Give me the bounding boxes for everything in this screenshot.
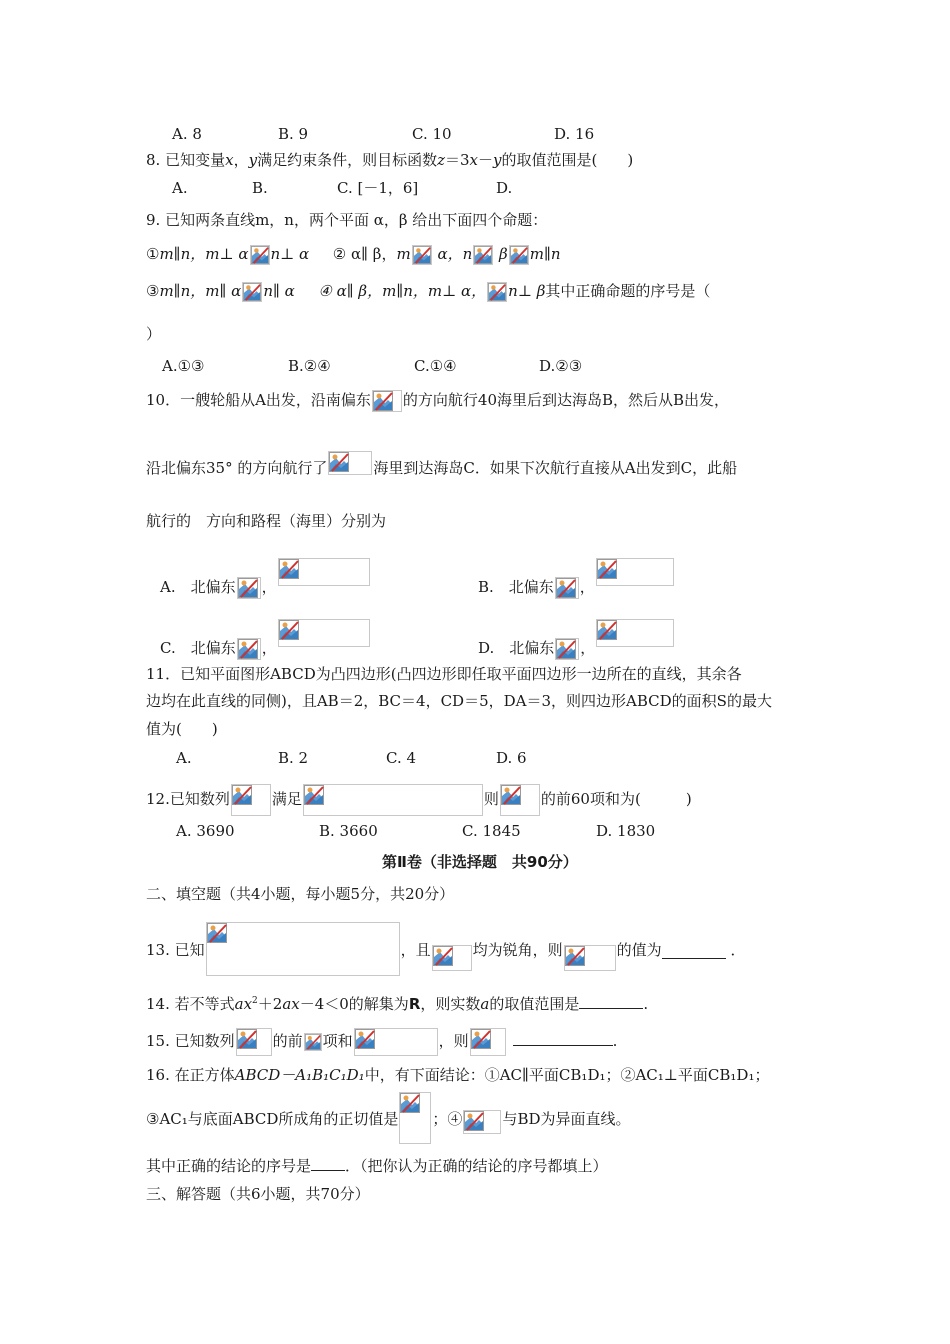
broken-image-icon xyxy=(500,784,540,816)
q16-line-2: ③AC₁与底面ABCD所成角的正切值是 ；④ 与BD为异面直线。 xyxy=(146,1092,631,1160)
q9-stem: 9. 已知两条直线m，n，两个平面 α，β 给出下面四个命题： xyxy=(146,211,548,229)
q16-line-3: 其中正确的结论的序号是 ．（把你认为正确的结论的序号都填上） xyxy=(146,1157,608,1175)
q9-option-a: A.①③ xyxy=(162,357,205,375)
q11-option-b: B. 2 xyxy=(278,749,309,767)
q7-option-c: C. 10 xyxy=(412,125,452,143)
broken-image-icon xyxy=(470,1028,506,1056)
broken-image-icon xyxy=(278,558,370,586)
q8-option-b: B. xyxy=(252,179,268,197)
q12-option-a: A. 3690 xyxy=(176,822,235,840)
q10-line-2: 沿北偏东35° 的方向航行了 海里到达海岛C．如果下次航行直接从A出发到C，此船 xyxy=(146,451,737,478)
broken-image-icon xyxy=(372,390,402,412)
broken-image-icon xyxy=(206,922,400,976)
broken-image-icon xyxy=(432,945,472,971)
q12-option-b: B. 3660 xyxy=(319,822,378,840)
q8-option-d: D. xyxy=(496,179,513,197)
broken-image-icon xyxy=(328,451,372,475)
q7-option-b: B. 9 xyxy=(278,125,309,143)
broken-image-icon xyxy=(354,1028,438,1056)
section-3-title: 三、解答题（共6小题，共70分） xyxy=(146,1185,370,1203)
broken-image-icon xyxy=(509,245,529,265)
q16-line-1: 16. 在正方体ABCD－A₁B₁C₁D₁中，有下面结论：①AC∥平面CB₁D₁；②AC₁⊥平面CB₁D₁； xyxy=(146,1066,770,1084)
q9-option-b: B.②④ xyxy=(288,357,331,375)
q14-answer-blank[interactable] xyxy=(579,1008,643,1009)
q14-stem: 14. 若不等式$ax^2+2ax-4<0$的解集为R，则实数a的取值范围是 . xyxy=(146,995,649,1013)
q11-line-3: 值为( ) xyxy=(146,720,218,738)
q9-option-c: C.①④ xyxy=(414,357,457,375)
q15-stem: 15. 已知数列 的前 项和 ，则 . xyxy=(146,1028,617,1056)
broken-image-icon xyxy=(304,1033,322,1051)
broken-image-icon xyxy=(237,577,261,599)
q9-option-d: D.②③ xyxy=(539,357,583,375)
q16-answer-blank[interactable] xyxy=(311,1170,345,1171)
broken-image-icon xyxy=(242,282,262,302)
q9-close-paren: ） xyxy=(146,325,162,343)
broken-image-icon xyxy=(596,558,674,586)
fill-in-heading: 二、填空题（共4小题，每小题5分，共20分） xyxy=(146,885,455,903)
broken-image-icon xyxy=(303,784,483,816)
broken-image-icon xyxy=(278,619,370,647)
q11-option-a: A. xyxy=(176,749,192,767)
q10-option-a: A. 北偏东 ， xyxy=(160,558,371,599)
q12-stem: 12.已知数列 满足 则 的前60项和为( ) xyxy=(146,784,692,816)
q11-option-d: D. 6 xyxy=(496,749,527,767)
q9-statements-1-2: ①m∥n，m⊥ α n⊥ α ② α∥ β，m α，n β m∥n xyxy=(146,245,561,263)
q10-option-b: B. 北偏东 ， xyxy=(478,558,675,599)
broken-image-icon xyxy=(473,245,493,265)
q8-option-c: C. [－1，6] xyxy=(337,179,419,197)
broken-image-icon xyxy=(412,245,432,265)
q8-stem: 8. 已知变量x，y满足约束条件，则目标函数z＝3x－y的取值范围是( ) xyxy=(146,151,634,169)
broken-image-icon xyxy=(555,577,579,599)
broken-image-icon xyxy=(237,638,261,660)
broken-image-icon xyxy=(596,619,674,647)
q13-answer-blank[interactable] xyxy=(662,958,726,959)
q10-line-3: 航行的 方向和路程（海里）分别为 xyxy=(146,512,387,530)
broken-image-icon xyxy=(236,1028,272,1056)
q15-answer-blank[interactable] xyxy=(513,1045,613,1046)
q12-option-d: D. 1830 xyxy=(596,822,656,840)
q8-option-a: A. xyxy=(172,179,188,197)
q13-stem: 13. 已知 ，且 均为锐角，则 的值为 ． xyxy=(146,922,745,996)
q11-line-2: 边均在此直线的同侧)，且AB＝2，BC＝4，CD＝5，DA＝3，则四边形ABCD的面积S的最大 xyxy=(146,692,772,710)
q10-option-c: C. 北偏东 ， xyxy=(160,619,371,660)
section-2-title: 第Ⅱ卷（非选择题 共90分） xyxy=(382,853,578,871)
q10-line-1: 10．一艘轮船从A出发，沿南偏东 的方向航行40海里后到达海岛B，然后从B出发， xyxy=(146,390,729,412)
broken-image-icon xyxy=(250,245,270,265)
broken-image-icon xyxy=(487,282,507,302)
q12-option-c: C. 1845 xyxy=(462,822,521,840)
q7-option-a: A. 8 xyxy=(172,125,202,143)
broken-image-icon xyxy=(231,784,271,816)
q11-option-c: C. 4 xyxy=(386,749,417,767)
q11-line-1: 11．已知平面图形ABCD为凸四边形(凸四边形即任取平面四边形一边所在的直线，其余各 xyxy=(146,665,742,683)
q9-statements-3-4: ③m∥n，m∥ α n∥ α ④ α∥ β，m∥n，m⊥ α， n⊥ β其中正确命题的序号是（ xyxy=(146,282,711,300)
q7-option-d: D. 16 xyxy=(554,125,595,143)
broken-image-icon xyxy=(555,638,579,660)
broken-image-icon xyxy=(463,1110,501,1134)
broken-image-icon xyxy=(399,1092,431,1144)
q10-option-d: D. 北偏东 ， xyxy=(478,619,675,660)
broken-image-icon xyxy=(564,945,616,971)
